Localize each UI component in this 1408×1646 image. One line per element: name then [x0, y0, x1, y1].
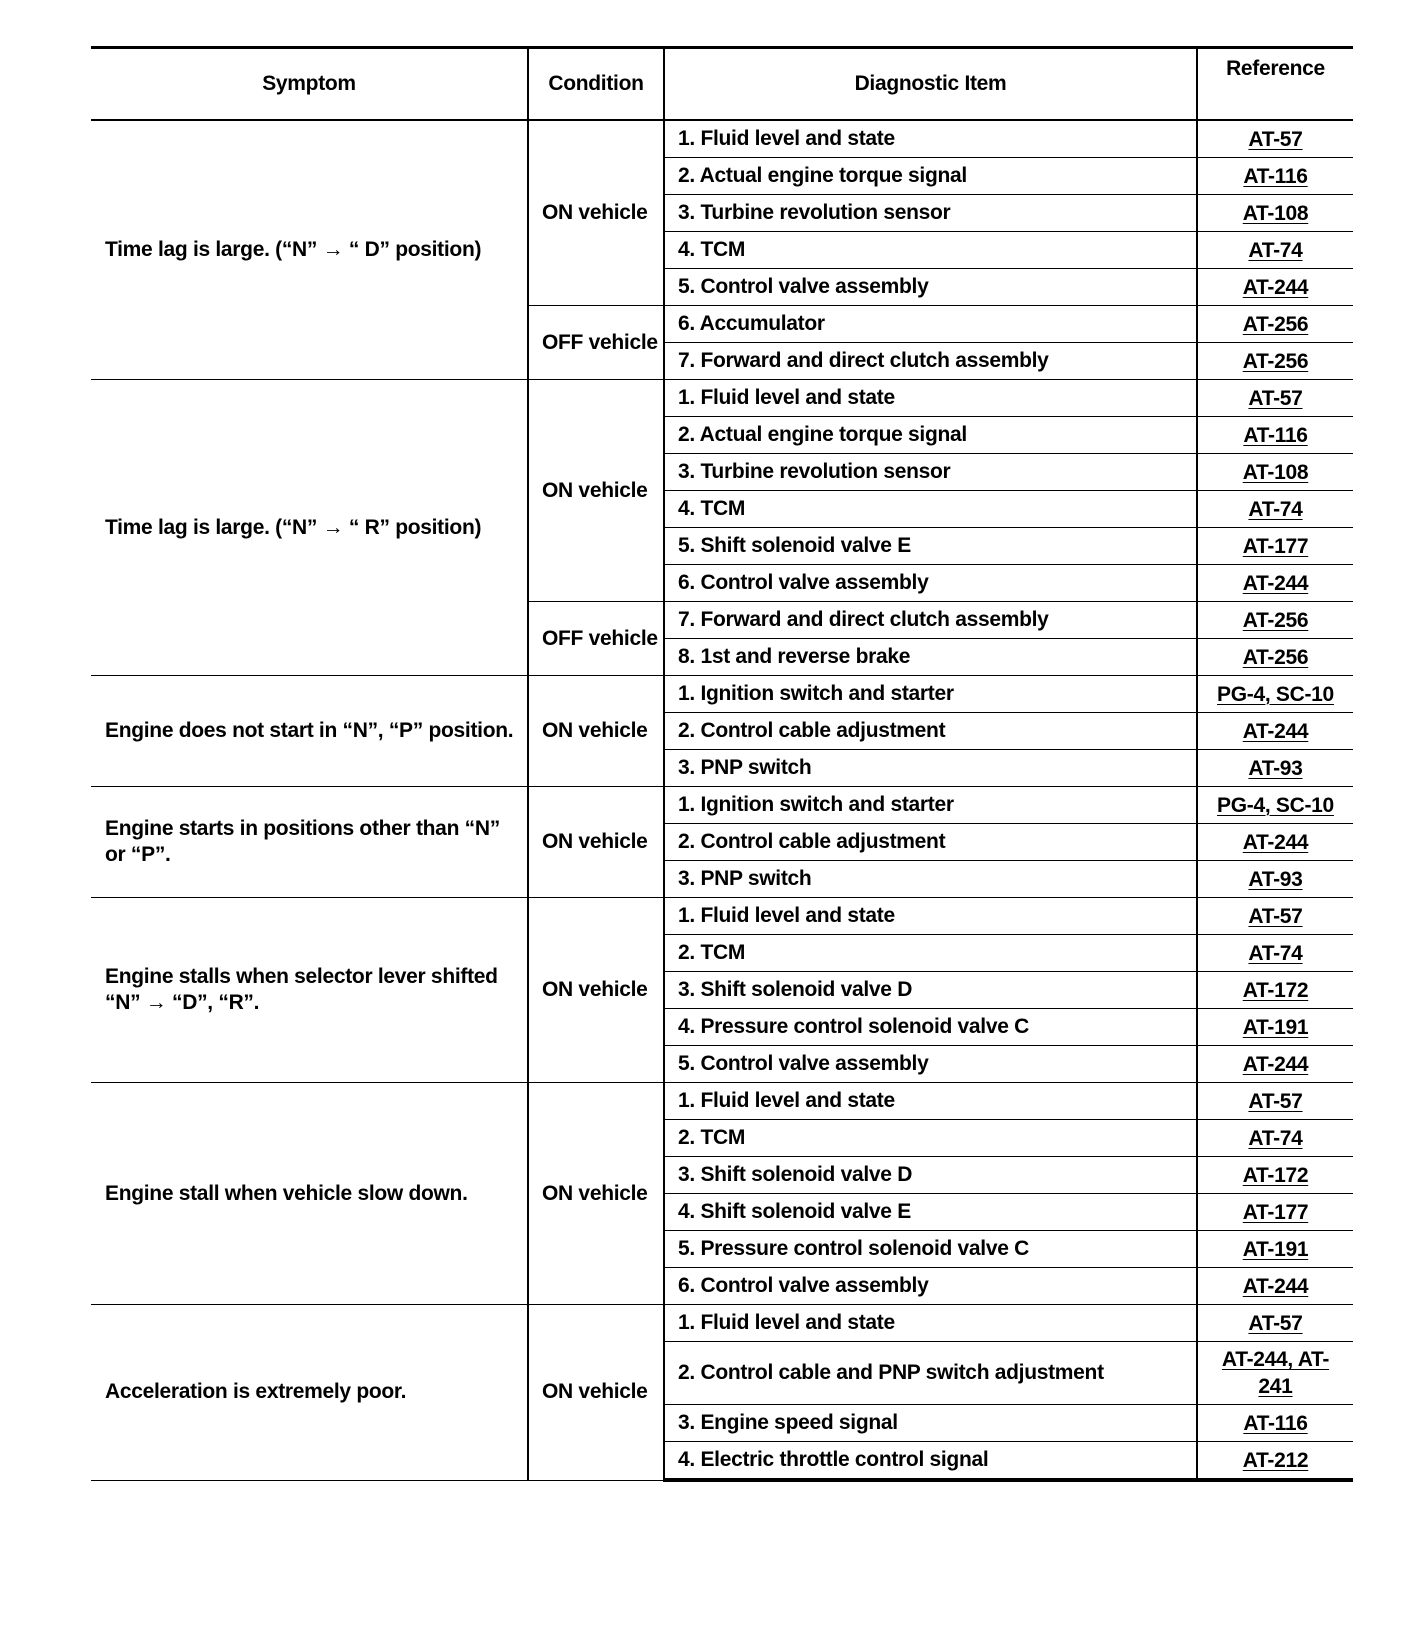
reference-cell — [1197, 343, 1353, 380]
diagnostic-item-cell: 1. Fluid level and state — [664, 120, 1197, 158]
reference-cell — [1197, 454, 1353, 491]
reference-cell — [1197, 306, 1353, 343]
reference-link[interactable]: AT-74 — [1248, 1126, 1303, 1150]
diagnostic-item-cell: 1. Fluid level and state — [664, 380, 1197, 417]
reference-cell — [1197, 491, 1353, 528]
reference-link[interactable]: AT-57 — [1248, 1089, 1303, 1113]
condition-cell: ON vehicle — [528, 898, 664, 1083]
diagnostic-item-cell: 5. Shift solenoid valve E — [664, 528, 1197, 565]
table-row — [91, 1083, 1353, 1120]
reference-link[interactable]: PG-4, SC-10 — [1217, 682, 1334, 706]
diagnostic-item-cell: 1. Fluid level and state — [664, 898, 1197, 935]
reference-cell — [1197, 639, 1353, 676]
reference-link[interactable]: AT-244, AT-241 — [1221, 1348, 1330, 1398]
reference-link[interactable]: AT-57 — [1248, 904, 1303, 928]
condition-cell: ON vehicle — [528, 676, 664, 787]
symptom-cell: Engine does not start in “N”, “P” position. — [91, 676, 528, 787]
condition-cell: ON vehicle — [528, 787, 664, 898]
reference-link[interactable]: AT-191 — [1242, 1237, 1309, 1261]
reference-cell — [1197, 1305, 1353, 1342]
condition-cell: ON vehicle — [528, 1083, 664, 1305]
reference-cell — [1197, 232, 1353, 269]
table-row — [91, 380, 1353, 417]
reference-cell — [1197, 120, 1353, 158]
reference-link[interactable]: AT-108 — [1242, 201, 1309, 225]
reference-cell — [1197, 1194, 1353, 1231]
diagnostic-item-cell: 6. Control valve assembly — [664, 1268, 1197, 1305]
reference-link[interactable]: AT-256 — [1242, 349, 1309, 373]
reference-link[interactable]: AT-244 — [1242, 1274, 1309, 1298]
reference-link[interactable]: AT-116 — [1243, 164, 1308, 188]
condition-cell: OFF vehicle — [528, 306, 664, 380]
table-body — [91, 120, 1353, 1480]
reference-cell — [1197, 1046, 1353, 1083]
reference-link[interactable]: AT-244 — [1242, 719, 1309, 743]
table-row — [91, 898, 1353, 935]
diagnostic-item-cell: 2. Control cable adjustment — [664, 713, 1197, 750]
reference-link[interactable]: PG-4, SC-10 — [1217, 793, 1334, 817]
symptom-cell: Time lag is large. (“N” → “ D” position) — [91, 120, 528, 380]
diagnostic-item-cell: 4. TCM — [664, 491, 1197, 528]
reference-cell — [1197, 158, 1353, 195]
diagnostic-item-cell: 6. Accumulator — [664, 306, 1197, 343]
diagnostic-item-cell: 6. Control valve assembly — [664, 565, 1197, 602]
diagnostic-item-cell: 3. Shift solenoid valve D — [664, 1157, 1197, 1194]
header-symptom: Symptom — [91, 48, 528, 121]
reference-cell — [1197, 195, 1353, 232]
reference-link[interactable]: AT-93 — [1248, 867, 1303, 891]
diagnostic-item-cell: 2. Control cable adjustment — [664, 824, 1197, 861]
reference-cell — [1197, 1442, 1353, 1481]
diagnostic-item-cell: 2. Actual engine torque signal — [664, 417, 1197, 454]
diagnostic-item-cell: 4. Shift solenoid valve E — [664, 1194, 1197, 1231]
condition-cell: OFF vehicle — [528, 602, 664, 676]
reference-link[interactable]: AT-244 — [1242, 275, 1309, 299]
reference-cell — [1197, 1405, 1353, 1442]
reference-link[interactable]: AT-57 — [1248, 386, 1303, 410]
diagnostic-table — [91, 46, 1353, 1482]
reference-cell — [1197, 1157, 1353, 1194]
reference-cell — [1197, 1009, 1353, 1046]
diagnostic-item-cell: 3. PNP switch — [664, 861, 1197, 898]
reference-link[interactable]: AT-191 — [1242, 1015, 1309, 1039]
reference-link[interactable]: AT-74 — [1248, 941, 1303, 965]
table-row — [91, 1305, 1353, 1342]
reference-cell — [1197, 1268, 1353, 1305]
header-diagnostic-item: Diagnostic Item — [664, 48, 1197, 121]
reference-link[interactable]: AT-177 — [1242, 534, 1309, 558]
header-condition: Condition — [528, 48, 664, 121]
reference-link[interactable]: AT-256 — [1242, 608, 1309, 632]
reference-cell — [1197, 676, 1353, 713]
diagnostic-item-cell: 2. TCM — [664, 1120, 1197, 1157]
diagnostic-item-cell: 3. Turbine revolution sensor — [664, 195, 1197, 232]
diagnostic-item-cell: 1. Ignition switch and starter — [664, 787, 1197, 824]
reference-cell — [1197, 861, 1353, 898]
reference-cell — [1197, 898, 1353, 935]
reference-cell — [1197, 972, 1353, 1009]
table-row — [91, 787, 1353, 824]
reference-cell — [1197, 1231, 1353, 1268]
reference-cell — [1197, 1120, 1353, 1157]
symptom-cell: Engine stall when vehicle slow down. — [91, 1083, 528, 1305]
diagnostic-item-cell: 2. TCM — [664, 935, 1197, 972]
reference-cell — [1197, 750, 1353, 787]
diagnostic-item-cell: 4. TCM — [664, 232, 1197, 269]
reference-cell — [1197, 935, 1353, 972]
header-reference: Reference — [1197, 48, 1353, 121]
diagnostic-item-cell: 5. Control valve assembly — [664, 1046, 1197, 1083]
reference-cell — [1197, 787, 1353, 824]
diagnostic-item-cell: 3. Shift solenoid valve D — [664, 972, 1197, 1009]
diagnostic-item-cell: 7. Forward and direct clutch assembly — [664, 602, 1197, 639]
table-row — [91, 676, 1353, 713]
table-header-row — [91, 48, 1353, 121]
reference-link[interactable]: AT-177 — [1242, 1200, 1309, 1224]
symptom-cell: Engine starts in positions other than “N” or “P”. — [91, 787, 528, 898]
reference-link[interactable]: AT-116 — [1243, 1411, 1308, 1435]
reference-link[interactable]: AT-172 — [1242, 1163, 1309, 1187]
reference-cell — [1197, 824, 1353, 861]
reference-cell — [1197, 565, 1353, 602]
reference-link[interactable]: AT-244 — [1242, 571, 1309, 595]
diagnostic-item-cell: 1. Ignition switch and starter — [664, 676, 1197, 713]
diagnostic-item-cell: 7. Forward and direct clutch assembly — [664, 343, 1197, 380]
reference-link[interactable]: AT-74 — [1248, 497, 1303, 521]
condition-cell: ON vehicle — [528, 380, 664, 602]
reference-link[interactable]: AT-212 — [1242, 1448, 1309, 1472]
reference-cell — [1197, 602, 1353, 639]
diagnostic-item-cell: 5. Control valve assembly — [664, 269, 1197, 306]
symptom-cell: Acceleration is extremely poor. — [91, 1305, 528, 1481]
reference-cell — [1197, 713, 1353, 750]
symptom-cell: Engine stalls when selector lever shifted “N” → “D”, “R”. — [91, 898, 528, 1083]
reference-link[interactable]: AT-116 — [1243, 423, 1308, 447]
diagnostic-item-cell: 4. Electric throttle control signal — [664, 1442, 1197, 1481]
diagnostic-item-cell: 1. Fluid level and state — [664, 1305, 1197, 1342]
condition-cell: ON vehicle — [528, 120, 664, 306]
diagnostic-item-cell: 4. Pressure control solenoid valve C — [664, 1009, 1197, 1046]
reference-link[interactable]: AT-244 — [1242, 830, 1309, 854]
reference-cell — [1197, 1342, 1353, 1405]
diagnostic-item-cell: 3. Turbine revolution sensor — [664, 454, 1197, 491]
reference-link[interactable]: AT-256 — [1242, 312, 1309, 336]
diagnostic-item-cell: 2. Control cable and PNP switch adjustment — [664, 1342, 1197, 1405]
reference-cell — [1197, 1083, 1353, 1120]
reference-link[interactable]: AT-93 — [1248, 756, 1303, 780]
reference-cell — [1197, 380, 1353, 417]
reference-link[interactable]: AT-74 — [1248, 238, 1303, 262]
diagnostic-item-cell: 3. Engine speed signal — [664, 1405, 1197, 1442]
reference-link[interactable]: AT-244 — [1242, 1052, 1309, 1076]
diagnostic-item-cell: 5. Pressure control solenoid valve C — [664, 1231, 1197, 1268]
diagnostic-item-cell: 8. 1st and reverse brake — [664, 639, 1197, 676]
reference-cell — [1197, 417, 1353, 454]
reference-link[interactable]: AT-172 — [1242, 978, 1309, 1002]
condition-cell: ON vehicle — [528, 1305, 664, 1481]
symptom-cell: Time lag is large. (“N” → “ R” position) — [91, 380, 528, 676]
reference-link[interactable]: AT-57 — [1248, 127, 1303, 151]
reference-link[interactable]: AT-108 — [1242, 460, 1309, 484]
diagnostic-item-cell: 2. Actual engine torque signal — [664, 158, 1197, 195]
diagnostic-item-cell: 3. PNP switch — [664, 750, 1197, 787]
table-row — [91, 120, 1353, 158]
reference-cell — [1197, 269, 1353, 306]
reference-link[interactable]: AT-57 — [1248, 1311, 1303, 1335]
reference-link[interactable]: AT-256 — [1242, 645, 1309, 669]
reference-cell — [1197, 528, 1353, 565]
diagnostic-item-cell: 1. Fluid level and state — [664, 1083, 1197, 1120]
